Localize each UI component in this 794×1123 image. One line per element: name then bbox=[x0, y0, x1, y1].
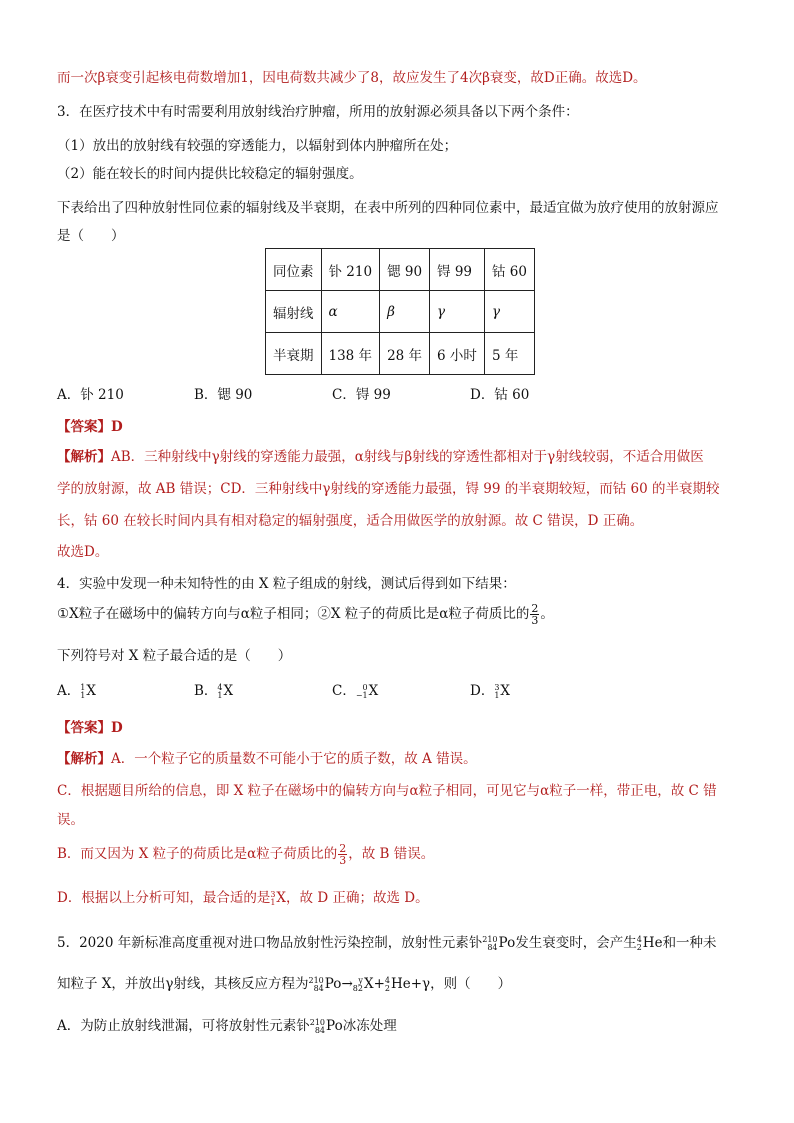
charge-number: −1 bbox=[355, 690, 368, 700]
table-cell: 钴 60 bbox=[484, 249, 534, 291]
q5-text: 冰冻处理 bbox=[342, 1018, 397, 1034]
q3-stem: 3．在医疗技术中有时需要利用放射线治疗肿瘤，所用的放射源必须具备以下两个条件： bbox=[57, 104, 579, 120]
q5-stem-line-2 bbox=[57, 972, 511, 993]
table-row bbox=[266, 249, 535, 291]
table-cell: γ bbox=[430, 291, 485, 333]
charge-number: 2 bbox=[384, 983, 390, 993]
q4-option-b bbox=[194, 679, 233, 700]
mass-number: 3 bbox=[494, 682, 500, 692]
table-cell: 5 年 bbox=[484, 333, 534, 375]
mass-number: 210 bbox=[309, 1017, 326, 1027]
reaction-arrow: → bbox=[341, 976, 353, 992]
mass-number: 0 bbox=[362, 682, 368, 692]
table-cell: 锝 99 bbox=[430, 249, 485, 291]
table-cell: α bbox=[321, 291, 380, 333]
q3-explanation-line-3: 长，钴 60 在较长时间内具有相对稳定的辐射强度，适合用做医学的放射源。故 C 错误，D 正确。 bbox=[57, 513, 644, 529]
table-cell: γ bbox=[484, 291, 534, 333]
table-cell: 28 年 bbox=[380, 333, 430, 375]
explanation-text: ，故 D 正确；故选 D。 bbox=[286, 890, 429, 906]
fraction-two-thirds bbox=[338, 843, 347, 866]
plus-sign: + bbox=[373, 976, 385, 992]
mass-number: 210 bbox=[482, 934, 498, 944]
q3-explanation-line-4: 故选D。 bbox=[57, 544, 109, 560]
mass-number: y bbox=[358, 975, 363, 985]
q3-option-a: A．钋 210 bbox=[57, 387, 124, 403]
option-label: A． bbox=[57, 683, 81, 699]
q4-explanation-line-3: 误。 bbox=[57, 812, 84, 828]
table-row bbox=[266, 291, 535, 333]
q3-option-b: B．锶 90 bbox=[194, 387, 253, 403]
option-label: D． bbox=[470, 683, 495, 699]
q5-text: 和一种未 bbox=[662, 935, 717, 951]
nuclide-symbol: Po bbox=[326, 1018, 343, 1034]
mass-number: 210 bbox=[308, 975, 324, 985]
charge-number: 1 bbox=[80, 690, 86, 700]
q4-conditions bbox=[57, 602, 554, 626]
q4-stem: 4．实验中发现一种未知特性的由 X 粒子组成的射线，测试后得到如下结果： bbox=[57, 576, 516, 592]
charge-number: 1 bbox=[217, 690, 223, 700]
table-cell: 半衰期 bbox=[266, 333, 322, 375]
table-cell: 同位素 bbox=[266, 249, 322, 291]
mass-number: 4 bbox=[636, 934, 642, 944]
fraction-denominator: 3 bbox=[339, 854, 347, 867]
q5-text: 知粒子 X，并放出γ射线，其核反应方程为 bbox=[57, 976, 309, 992]
mass-number: 4 bbox=[217, 682, 223, 692]
nuclide-index bbox=[637, 936, 642, 952]
q5-text: 发生衰变时，会产生 bbox=[515, 935, 637, 951]
q5-text: A．为防止放射线泄漏，可将放射性元素钋 bbox=[57, 1018, 310, 1034]
mass-number: 1 bbox=[80, 682, 86, 692]
explanation-text: AB．三种射线中γ射线的穿透能力最强，α射线与β射线的穿透性都相对于γ射线较弱，不适合用做医 bbox=[111, 449, 704, 465]
nuclide-symbol: X bbox=[86, 683, 96, 699]
q4-condition-end: 。 bbox=[540, 606, 554, 622]
option-label: C． bbox=[332, 683, 356, 699]
q4-answer: 【答案】D bbox=[57, 720, 123, 736]
charge-number: 82 bbox=[352, 983, 363, 993]
fraction-numerator: 2 bbox=[339, 842, 347, 855]
q3-option-c: C．锝 99 bbox=[332, 387, 391, 403]
q4-question: 下列符号对 X 粒子最合适的是（ ） bbox=[57, 648, 292, 664]
charge-number: 1 bbox=[494, 690, 500, 700]
charge-number: 84 bbox=[487, 942, 498, 952]
nuclide-index bbox=[308, 977, 323, 993]
nuclide-symbol: He bbox=[390, 976, 411, 992]
q4-condition-text: ①X粒子在磁场中的偏转方向与α粒子相同；②X 粒子的荷质比是α粒子荷质比的 bbox=[57, 606, 530, 622]
gamma-term: +γ bbox=[410, 976, 431, 992]
nuclide-index bbox=[494, 684, 499, 700]
charge-number: 2 bbox=[636, 942, 642, 952]
q4-explanation-line-5 bbox=[57, 886, 429, 907]
q3-option-d: D．钴 60 bbox=[470, 387, 530, 403]
q4-option-a bbox=[57, 679, 96, 700]
q3-answer: 【答案】D bbox=[57, 419, 123, 435]
table-cell: 钋 210 bbox=[321, 249, 380, 291]
q3-condition-2: （2）能在较长的时间内提供比较稳定的辐射强度。 bbox=[57, 166, 363, 182]
nuclide-index bbox=[80, 684, 85, 700]
nuclide-symbol: X bbox=[223, 683, 234, 699]
nuclide-symbol: X bbox=[363, 976, 374, 992]
mass-number: 4 bbox=[384, 975, 390, 985]
mass-number: 3 bbox=[270, 889, 276, 899]
nuclide-index bbox=[482, 936, 497, 952]
q5-text: ，则（ ） bbox=[430, 976, 512, 992]
nuclide-index bbox=[356, 684, 368, 700]
nuclide-index bbox=[270, 891, 275, 907]
q3-condition-1: （1）放出的放射线有较强的穿透能力，以辐射到体内肿瘤所在处； bbox=[57, 138, 458, 154]
table-cell: 锶 90 bbox=[380, 249, 430, 291]
q3-explanation-line-1 bbox=[57, 445, 704, 465]
charge-number: 84 bbox=[314, 1025, 326, 1035]
q5-stem-line-1 bbox=[57, 931, 717, 952]
q2-conclusion-line: 而一次β衰变引起核电荷数增加1，因电荷数共减少了8，故应发生了4次β衰变，故D正确。故选D。 bbox=[57, 70, 647, 86]
nuclide-index bbox=[310, 1019, 325, 1035]
q4-option-d bbox=[470, 679, 510, 700]
nuclide-index bbox=[385, 977, 390, 993]
nuclide-index bbox=[217, 684, 222, 700]
fraction-two-thirds bbox=[530, 603, 539, 626]
explanation-label: 【解析】 bbox=[57, 751, 111, 767]
explanation-text: D．根据以上分析可知，最合适的是 bbox=[57, 890, 271, 906]
nuclide-index bbox=[353, 977, 363, 993]
nuclide-symbol: He bbox=[642, 935, 663, 951]
table-cell: 6 小时 bbox=[430, 333, 485, 375]
isotope-table bbox=[265, 248, 535, 375]
nuclide-symbol: Po bbox=[498, 935, 516, 951]
table-cell: 138 年 bbox=[321, 333, 380, 375]
explanation-label: 【解析】 bbox=[57, 449, 111, 465]
table-cell: 辐射线 bbox=[266, 291, 322, 333]
nuclide-symbol: X bbox=[500, 683, 511, 699]
table-row bbox=[266, 333, 535, 375]
charge-number: 84 bbox=[313, 983, 324, 993]
option-label: B． bbox=[194, 683, 218, 699]
nuclide-symbol: X bbox=[276, 890, 287, 906]
fraction-numerator: 2 bbox=[531, 602, 539, 615]
explanation-text: ，故 B 错误。 bbox=[348, 846, 435, 862]
q3-prompt-line-2: 是（ ） bbox=[57, 228, 125, 244]
q4-option-c bbox=[332, 679, 378, 700]
q4-explanation-line-2: C．根据题目所给的信息，即 X 粒子在磁场中的偏转方向与α粒子相同，可见它与α粒子一样，带正电，故 C 错 bbox=[57, 783, 717, 799]
q5-text: 5．2020 年新标准高度重视对进口物品放射性污染控制，放射性元素钋 bbox=[57, 935, 483, 951]
charge-number: 1 bbox=[270, 897, 276, 907]
q4-explanation-line-4 bbox=[57, 842, 434, 866]
explanation-text: B．而又因为 X 粒子的荷质比是α粒子荷质比的 bbox=[57, 846, 338, 862]
q3-explanation-line-2: 学的放射源，故 AB 错误；CD．三种射线中γ射线的穿透能力最强，锝 99 的半衰期较短，而钴 60 的半衰期较 bbox=[57, 481, 720, 497]
nuclide-symbol: X bbox=[368, 683, 379, 699]
q5-option-a bbox=[57, 1014, 397, 1035]
nuclide-symbol: Po bbox=[324, 976, 342, 992]
fraction-denominator: 3 bbox=[531, 614, 539, 627]
q4-explanation-line-1 bbox=[57, 747, 477, 767]
explanation-text: A．一个粒子它的质量数不可能小于它的质子数，故 A 错误。 bbox=[111, 751, 477, 767]
q3-prompt-line-1: 下表给出了四种放射性同位素的辐射线及半衰期，在表中所列的四种同位素中，最适宜做为放疗使用的放射源应 bbox=[57, 200, 719, 216]
table-cell: β bbox=[380, 291, 430, 333]
